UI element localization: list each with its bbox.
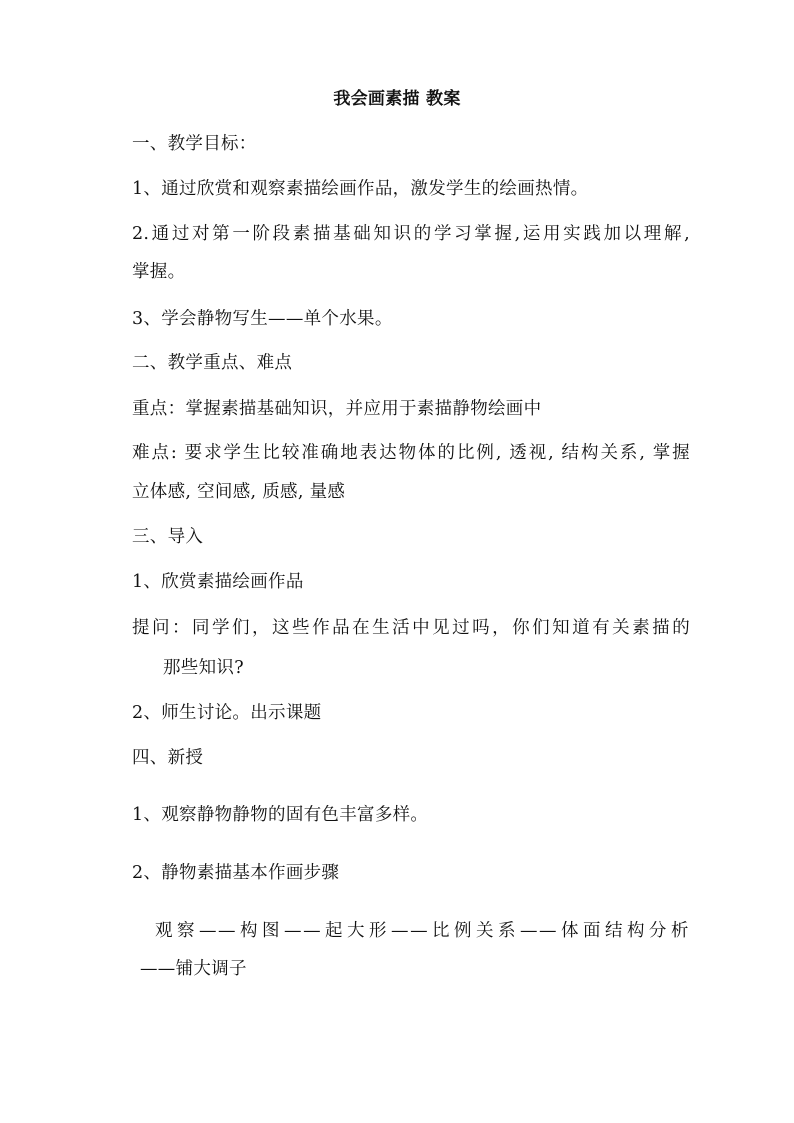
- paragraph-line: 立体感, 空间感, 质感, 量感: [132, 482, 346, 502]
- paragraph-line: 1、通过欣赏和观察素描绘画作品，激发学生的绘画热情。: [132, 179, 589, 199]
- paragraph-line: 掌握。: [132, 262, 186, 282]
- paragraph-line: 2.通过对第一阶段素描基础知识的学习掌握,运用实践加以理解,: [132, 224, 690, 244]
- section-heading-objectives: 一、教学目标：: [132, 134, 257, 154]
- steps-line: 观察——构图——起大形——比例关系——体面结构分析: [155, 921, 690, 941]
- paragraph-line: 1、欣赏素描绘画作品: [132, 572, 304, 592]
- paragraph-line: 3、学会静物写生——单个水果。: [132, 309, 393, 329]
- paragraph-line: 那些知识?: [163, 658, 244, 678]
- section-heading-new-lesson: 四、新授: [132, 748, 204, 768]
- section-heading-introduction: 三、导入: [132, 527, 204, 547]
- paragraph-line: 难点: 要求学生比较准确地表达物体的比例, 透视, 结构关系, 掌握: [132, 443, 690, 463]
- document-title: 我会画素描 教案: [333, 89, 461, 109]
- paragraph-line: 提问：同学们，这些作品在生活中见过吗，你们知道有关素描的: [132, 618, 690, 638]
- paragraph-line: 2、师生讨论。出示课题: [132, 703, 322, 723]
- steps-line: ——铺大调子: [140, 959, 247, 979]
- paragraph-line: 重点：掌握素描基础知识，并应用于素描静物绘画中: [132, 399, 542, 419]
- paragraph-line: 2、静物素描基本作画步骤: [132, 863, 340, 883]
- section-heading-key-points: 二、教学重点、难点: [132, 353, 293, 373]
- paragraph-line: 1、观察静物静物的固有色丰富多样。: [132, 805, 429, 825]
